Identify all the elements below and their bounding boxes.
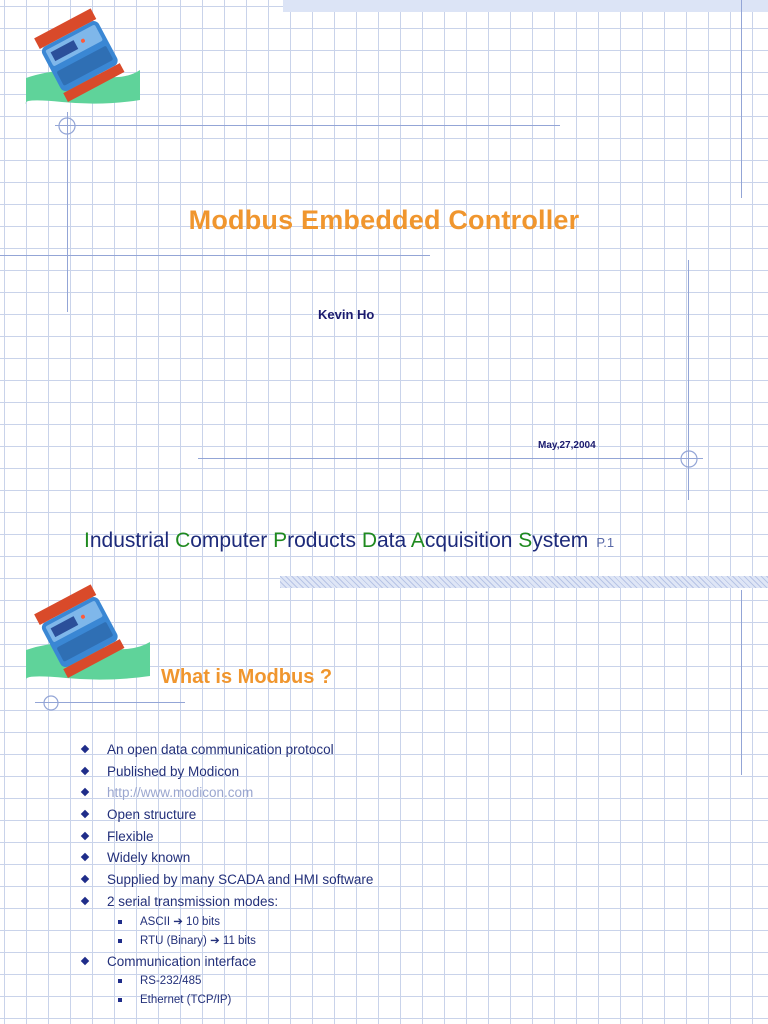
list-item: Widely known (80, 847, 373, 869)
section-title: What is Modbus ? (161, 666, 333, 688)
diamond-bullet-icon (81, 853, 89, 861)
diamond-bullet-icon (81, 745, 89, 753)
footer-word: Computer (175, 529, 274, 552)
bullet-list (80, 739, 373, 1010)
deco-line (741, 0, 742, 198)
diamond-bullet-icon (81, 956, 89, 964)
diamond-bullet-icon (81, 832, 89, 840)
footer-word: System (518, 529, 589, 552)
square-bullet-icon (118, 920, 122, 924)
slide-title: Modbus Embedded Controller (188, 205, 580, 235)
diamond-bullet-icon (81, 875, 89, 883)
list-item: An open data communication protocol (80, 739, 373, 761)
footer-word: Industrial (84, 529, 176, 552)
sub-list-item: ASCII ➔ 10 bits (80, 913, 373, 932)
sub-list-item: RS-232/485 (80, 972, 373, 991)
sub-list-item: Ethernet (TCP/IP) (80, 991, 373, 1010)
list-item: Communication interface (80, 951, 373, 973)
deco-line (0, 255, 430, 256)
embedded-controller-device-icon (22, 8, 142, 108)
square-bullet-icon (118, 939, 122, 943)
diamond-bullet-icon (81, 810, 89, 818)
top-band (283, 0, 768, 12)
deco-line (198, 458, 703, 459)
embedded-controller-device-icon (22, 584, 152, 684)
footer-word: Data (361, 529, 411, 552)
author-name: Kevin Ho (318, 307, 375, 322)
list-item: 2 serial transmission modes: (80, 891, 373, 913)
page-number: P.1 (596, 535, 615, 550)
footer-word: Acquisition (410, 529, 519, 552)
diamond-bullet-icon (81, 788, 89, 796)
list-item: Flexible (80, 826, 373, 848)
company-footer (84, 529, 614, 553)
diamond-bullet-icon (81, 766, 89, 774)
slide-divider-band (280, 576, 768, 588)
crosshair-circle-icon (40, 692, 62, 714)
list-item: Open structure (80, 804, 373, 826)
list-item: Published by Modicon (80, 761, 373, 783)
diamond-bullet-icon (81, 897, 89, 905)
slide-date: May,27,2004 (538, 440, 596, 451)
list-item-link[interactable]: http://www.modicon.com (80, 782, 373, 804)
sub-list-item: RTU (Binary) ➔ 11 bits (80, 932, 373, 951)
crosshair-circle-icon (677, 447, 701, 471)
deco-line (741, 590, 742, 775)
footer-word: Products (273, 529, 362, 552)
crosshair-circle-icon (55, 114, 79, 138)
square-bullet-icon (118, 979, 122, 983)
list-item: Supplied by many SCADA and HMI software (80, 869, 373, 891)
square-bullet-icon (118, 998, 122, 1002)
deco-line (55, 125, 560, 126)
